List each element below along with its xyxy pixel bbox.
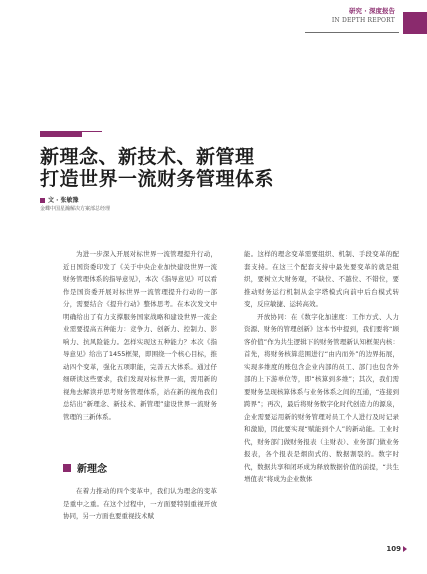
author-name: 文 · 张敏豫 (48, 197, 79, 204)
title-line-2: 打造世界一流财务管理体系 (40, 168, 275, 190)
section-heading-text: 新理念 (77, 464, 107, 475)
author-affiliation: 金蝶中国星瀚解决方案部总经理 (40, 206, 111, 212)
page-number (386, 545, 407, 553)
section-heading (63, 460, 107, 475)
page-triangle-icon (403, 546, 407, 552)
author-square-icon (40, 198, 45, 203)
right-paragraph-2: 开放协同：在《数字化加速度：工作方式、人力资源、财务的管理创新》这本书中提到，我们要将“顾客价值”作为共生逻辑下的财务管理新认知框架内核：首先，将财务核算范围进行“由内而外”的边界拓展，实现多维度的账包含企业内部的员工、部门也包含外部的上下游单位等，即“核算到多维”；其次，我们需要财务呈现核算体系与业务体系之间的互通，“连接到跨界”；再次，最后将财务数字化时代创造力的源泉，企业需要运用新的财务管理对员工个人进行及时记录和激励，因此要实现“赋能到个人”的新动能。工业时代，财务部门做财务报表（主财表）、业务部门做业务报表，各个报表是烟囱式的、数据割裂的。数字时代，数据共享和闭环成为释放数据价值的前提，“共生增值表”将成为企业数体 (244, 312, 399, 483)
section-square-icon (63, 464, 71, 472)
right-paragraph-1: 能。这样的理念变革需要组织、机制、手段变革的配套支持。在这三个配套支持中最先要变革的就是组织，要树立大财务观，不缺位、不越位、不错位，要推动财务运行机制从金字塔模式向前中后台模式转变，反应敏捷、运转高效。 (244, 250, 399, 308)
title-line-1: 新理念、新技术、新管理 (40, 146, 255, 168)
left-column (63, 248, 217, 423)
header-category: 研究 · 深度报告 (349, 7, 395, 15)
header-rule (305, 32, 399, 33)
title-accent-line (82, 131, 102, 132)
header-color-block (403, 12, 427, 34)
article-title (40, 146, 274, 190)
header-category-en: IN DEPTH REPORT (331, 17, 395, 24)
title-accent-bar (40, 131, 82, 137)
header-text (332, 7, 395, 25)
left-paragraph-2: 在着力推动的四个变革中，我们认为理念的变革是重中之重。在这个过程中，一方面要特别重视开放协同，另一方面也要重视技术赋 (63, 487, 217, 520)
left-column-2 (63, 485, 217, 523)
left-paragraph: 为进一步深入开展对标世界一流管理提升行动，近日国资委印发了《关于中央企业加快建设世界一流财务管理体系的指导意见》，本次《指导意见》可以看作是国资委开展对标世界一流管理提升行动的一部分，需要结合《提升行动》整体思考。在本次发文中明确给出了有力支撑服务国家战略和建设世界一流企业需要提高五种能力：竞争力、创新力、控制力、影响力、抗风险能力。怎样实现这五种能力？本次《指导意见》给出了1455框架，即围绕一个核心目标，推动四个变革，强化五项职能，完善五大体系。通过仔细研读这些要求，我们发现对标世界一流，需用新的视角去解读并思考财务管理体系，站在新的视角我们总结出“新理念、新技术、新管理”建设世界一流财务管理的三新体系。 (63, 250, 217, 421)
right-column (244, 248, 399, 486)
page-number-text: 109 (386, 545, 401, 553)
